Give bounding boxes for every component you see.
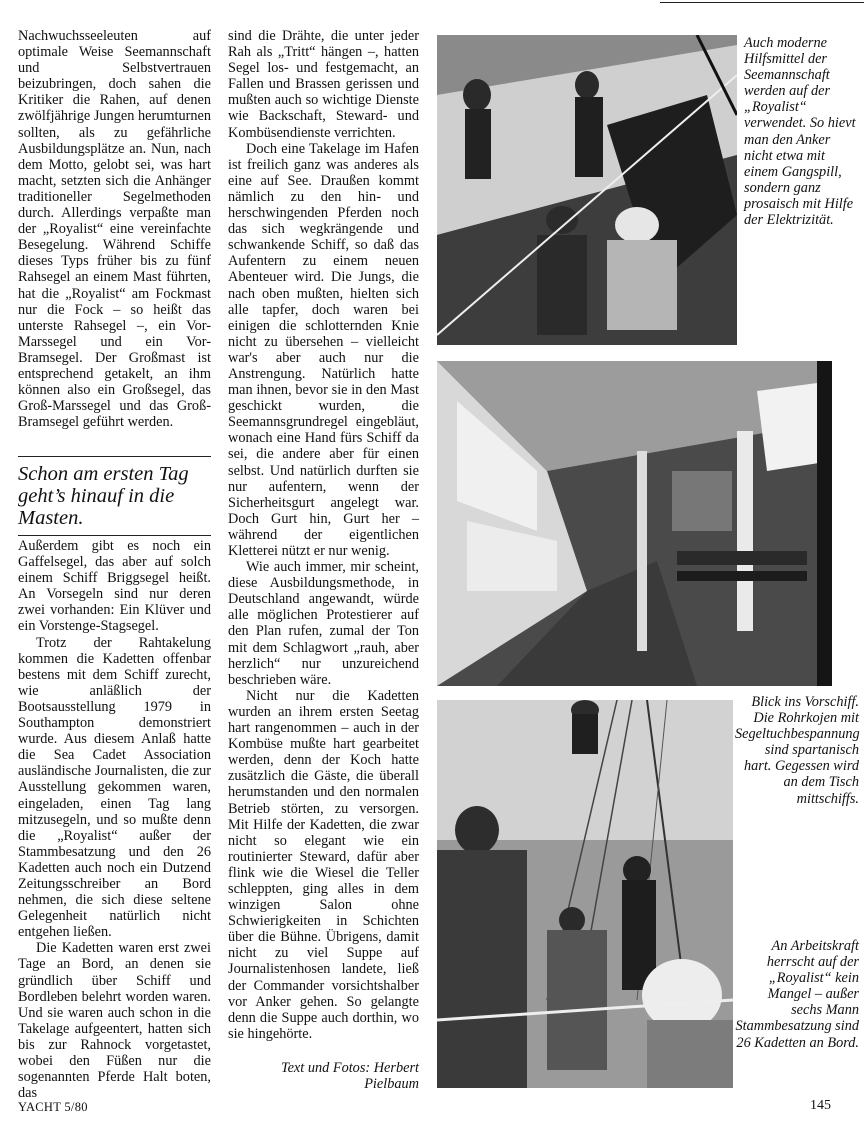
- caption-photo-3: An Arbeitskraft herrscht auf der „Royalist“ kein Mangel – außer sechs Mann Stammbesatzung sind 26 Kadetten an Bord.: [735, 938, 859, 1051]
- paragraph: Nachwuchsseeleuten auf optimale Weise Seemannschaft und Selbstvertrauen beizubringen, doch sahen die Kritiker die Rahen, auf denen zwölfjährige Jungen herumturnen sollten, als zu gefährliche Ausbildungsplätze an. Nun, nach dem Motto, gelobt sei, was hart macht, setzten sich die Anhänger traditioneller Segelmethoden durch. Allerdings verpaßte man der „Royalist“ eine vereinfachte Besegelung. Während Schiffe dieses Typs früher bis zu fünf Rahsegel an einem Mast führten, hat die „Royalist“ am Fockmast nur die Fock – so heißt das unterste Rahsegel –, ein Vor-Marssegel und ein Vor-Bramsegel. Der Großmast ist entsprechend getakelt, an ihm können also ein Großsegel, das Groß-Marssegel und das Groß-Bramsegel geführt werden.: [18, 28, 211, 431]
- photo-forecastle-interior-image: [437, 361, 832, 686]
- photo-forecastle-interior: [437, 361, 832, 686]
- author-credit: Text und Fotos: Herbert Pielbaum: [280, 1060, 419, 1092]
- caption-photo-1: Auch moderne Hilfsmittel der Seemannschaft werden auf der „Royalist“ verwendet. So hievt man den Anker nicht etwa mit einem Gangspill, sondern ganz prosaisch mit Hilfe der Elektrizität.: [744, 35, 856, 229]
- magazine-issue: YACHT 5/80: [18, 1100, 88, 1114]
- article-column-1-top: [18, 28, 211, 430]
- paragraph: Wie auch immer, mir scheint, diese Ausbildungsmethode, in Deutschland angewandt, würde alle möglichen Protestierer auf den Plan rufen, zumal der Ton mit dem Schlagwort „rauh, aber herzlich“ nur unzureichend beschrieben wäre.: [228, 559, 419, 688]
- pull-headline: Schon am ersten Tag geht’s hinauf in die Masten.: [18, 463, 189, 529]
- paragraph: sind die Drähte, die unter jeder Rah als „Tritt“ hängen –, hatten Segel los- und festgemacht, an Fallen und Brassen gerissen und mußten auch so wichtige Dienste wie Backschaft, Steward- und Kombüsendienste verrichten.: [228, 28, 419, 141]
- article-column-1-bottom: [18, 538, 211, 1101]
- photo-cadets-on-deck-image: [437, 700, 733, 1088]
- article-column-2: [228, 28, 419, 1042]
- photo-anchor-winch: [437, 35, 737, 345]
- paragraph: Außerdem gibt es noch ein Gaffelsegel, das aber auf solch einem Schiff Briggsegel heißt. An Vorsegeln sind nur deren zwei vorhanden: Ein Klüver und ein Vorstenge-Stagsegel.: [18, 538, 211, 635]
- page-number: 145: [810, 1098, 831, 1113]
- photo-cadets-on-deck: [437, 700, 733, 1088]
- photo-anchor-winch-image: [437, 35, 737, 345]
- paragraph: Nicht nur die Kadetten wurden an ihrem ersten Seetag hart rangenommen – auch in der Kombüse mußte hart gearbeitet werden, denn der Koch hatte zusätzlich die Gäste, die überall herumstanden und den normalen Betrieb störten, zu versorgen. Mit Hilfe der Kadetten, die zwar nicht so elegant wie ein routinierter Steward, dafür aber flink wie die Wiesel die Teller schleppten, ging alles in dem winzigen Salon ohne Schwierigkeiten in Schichten über die Bühne. Übrigens, damit nicht zu viel Suppe auf Journalistenhosen landete, ließ der Commander vorsichtshalber vor Anker gehen. So gelangte denn die Suppe auch dorthin, wo sie hingehörte.: [228, 687, 419, 1042]
- paragraph: Die Kadetten waren erst zwei Tage an Bord, an denen sie gründlich über Schiff und Bordleben belehrt worden waren. Und sie waren auch schon in die Takelage aufgeentert, hatten sich bis zur Rahnock vorgetastet, wobei den Füßen nur die sogenannten Pferde Halt boten, das: [18, 940, 211, 1102]
- top-rule: [660, 2, 864, 3]
- paragraph: Doch eine Takelage im Hafen ist freilich ganz was anderes als eine auf See. Draußen kommt nämlich zu den hin- und herschwingenden Pferden noch das sich wegkrängende und schwankende Schiff, so daß das Aufentern zu einem neuen Abenteuer wird. Die Jungs, die nach oben mußten, hielten sich alle tapfer, doch waren bei einigen die schlotternden Knie nicht zu übersehen – vielleicht war's aber auch nur die Anstrengung. Natürlich hatte man ihnen, bevor sie in den Mast geschickt wurden, die Seemannsgrundregel eingebläut, wonach eine Hand fürs Schiff da sei, die andere aber für einen selbst. Und natürlich durften sie nur aufentern, wenn der Sicherheitsgurt angelegt war. Doch Gurt hin, Gurt her – während der eigentlichen Kletterei nützt er nur wenig.: [228, 140, 419, 559]
- paragraph: Trotz der Rahtakelung kommen die Kadetten offenbar bestens mit dem Schiff zurecht, wie anläßlich der Bootsausstellung 1979 in Southampton demonstriert wurde. Aus diesem Anlaß hatte die Sea Cadet Association ausländische Journalisten, die zur Ausstellung gekommen waren, eingeladen, einen Tag lang mitzusegeln, und so mußte denn die „Royalist“ außer der Stammbesatzung und den 26 Kadetten auch noch ein Dutzend Zeitungsschreiber an Bord nehmen, die sich diese seltene Gelegenheit natürlich nicht entgehen ließen.: [18, 634, 211, 941]
- caption-photo-2: Blick ins Vorschiff. Die Rohrkojen mit Segeltuchbespannung sind spartanisch hart. Gegessen wird an dem Tisch mittschiffs.: [735, 694, 860, 807]
- pull-headline-box: [18, 456, 211, 536]
